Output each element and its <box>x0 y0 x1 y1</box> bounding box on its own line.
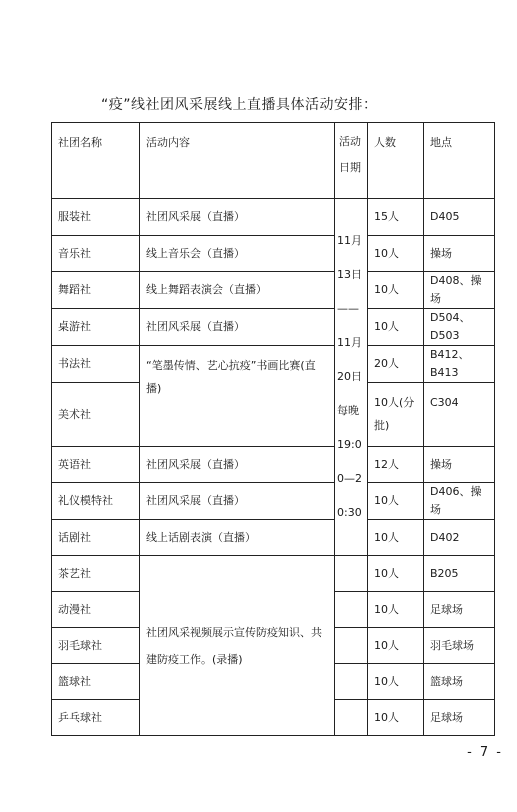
location-cell: B205 <box>424 556 495 592</box>
header-club-name: 社团名称 <box>52 123 140 199</box>
location-cell: 足球场 <box>424 700 495 736</box>
activity-cell: 线上舞蹈表演会（直播） <box>140 272 335 309</box>
activity-cell: 线上音乐会（直播） <box>140 236 335 272</box>
people-cell: 10人 <box>368 628 424 664</box>
header-location: 地点 <box>424 123 495 199</box>
club-name-cell: 篮球社 <box>52 664 140 700</box>
table-row <box>52 556 495 592</box>
club-name-cell: 羽毛球社 <box>52 628 140 664</box>
location-cell: D408、操场 <box>424 272 495 309</box>
people-cell: 10人 <box>368 272 424 309</box>
date-empty-cell <box>335 628 368 664</box>
people-cell: 10人 <box>368 309 424 346</box>
date-empty-cell <box>335 592 368 628</box>
page-heading: “疫”线社团风采展线上直播具体活动安排： <box>101 97 378 113</box>
club-name-cell: 服装社 <box>52 199 140 236</box>
club-name-cell: 英语社 <box>52 447 140 483</box>
club-name-cell: 舞蹈社 <box>52 272 140 309</box>
club-name-cell: 桌游社 <box>52 309 140 346</box>
table-row <box>52 236 495 272</box>
people-cell: 10人(分批) <box>368 383 424 447</box>
activity-date-cell: 11月13日——11月20日每晚19:00—20:30 <box>335 199 368 556</box>
date-empty-cell <box>335 664 368 700</box>
club-name-cell: 礼仪模特社 <box>52 483 140 520</box>
people-cell: 15人 <box>368 199 424 236</box>
location-cell: 羽毛球场 <box>424 628 495 664</box>
people-cell: 10人 <box>368 483 424 520</box>
people-cell: 12人 <box>368 447 424 483</box>
header-date: 活动日期 <box>335 123 368 199</box>
location-cell: D405 <box>424 199 495 236</box>
people-cell: 10人 <box>368 520 424 556</box>
activity-cell: 社团风采展（直播） <box>140 309 335 346</box>
location-cell: B412、B413 <box>424 346 495 383</box>
location-cell: 操场 <box>424 236 495 272</box>
location-cell: D504、D503 <box>424 309 495 346</box>
date-empty-cell <box>335 556 368 592</box>
table-row <box>52 346 495 383</box>
activity-cell: “笔墨传情、艺心抗疫”书画比赛(直播) <box>140 346 335 447</box>
people-cell: 10人 <box>368 592 424 628</box>
date-empty-cell <box>335 700 368 736</box>
table-row <box>52 447 495 483</box>
location-cell: 操场 <box>424 447 495 483</box>
activity-cell: 社团风采展（直播） <box>140 199 335 236</box>
club-name-cell: 书法社 <box>52 346 140 383</box>
table-row <box>52 520 495 556</box>
table-row <box>52 199 495 236</box>
club-name-cell: 乒乓球社 <box>52 700 140 736</box>
activity-cell: 社团风采展（直播） <box>140 483 335 520</box>
activity-cell: 社团风采视频展示宣传防疫知识、共建防疫工作。(录播) <box>140 556 335 736</box>
header-activity: 活动内容 <box>140 123 335 199</box>
club-name-cell: 音乐社 <box>52 236 140 272</box>
people-cell: 10人 <box>368 700 424 736</box>
people-cell: 20人 <box>368 346 424 383</box>
page-number: - 7 - <box>467 745 503 760</box>
people-cell: 10人 <box>368 236 424 272</box>
location-cell: 篮球场 <box>424 664 495 700</box>
club-name-cell: 茶艺社 <box>52 556 140 592</box>
people-cell: 10人 <box>368 664 424 700</box>
table-row <box>52 272 495 309</box>
club-name-cell: 话剧社 <box>52 520 140 556</box>
people-cell: 10人 <box>368 556 424 592</box>
table-row <box>52 483 495 520</box>
activity-schedule-table <box>51 122 495 736</box>
club-name-cell: 动漫社 <box>52 592 140 628</box>
table-header-row <box>52 123 495 199</box>
location-cell: D402 <box>424 520 495 556</box>
header-people: 人数 <box>368 123 424 199</box>
location-cell: 足球场 <box>424 592 495 628</box>
location-cell: C304 <box>424 383 495 447</box>
activity-cell: 社团风采展（直播） <box>140 447 335 483</box>
table-row <box>52 309 495 346</box>
club-name-cell: 美术社 <box>52 383 140 447</box>
activity-cell: 线上话剧表演（直播） <box>140 520 335 556</box>
location-cell: D406、操场 <box>424 483 495 520</box>
